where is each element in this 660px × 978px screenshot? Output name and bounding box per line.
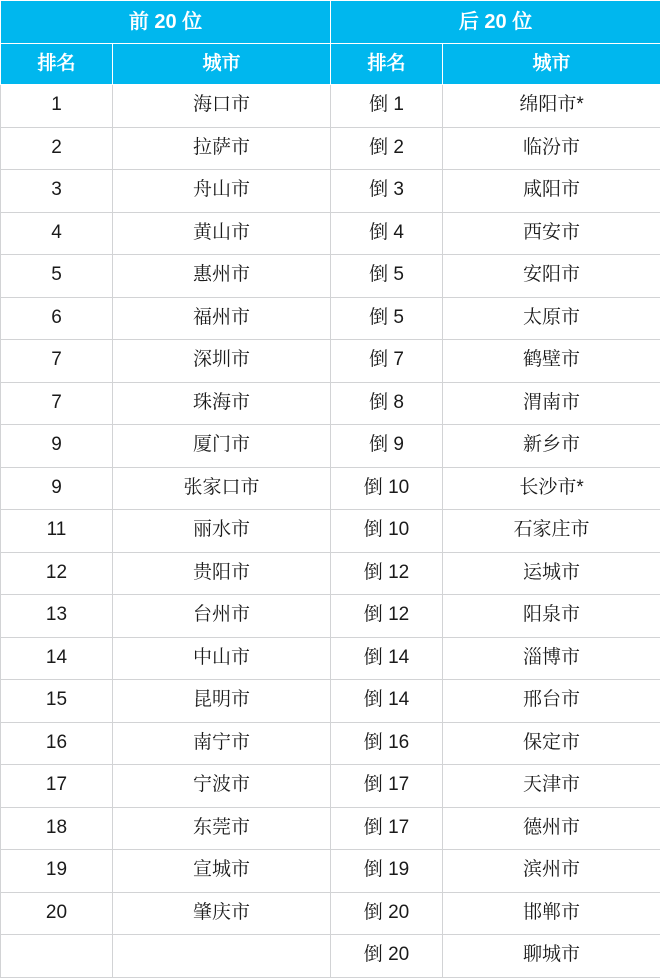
cell-city-bottom [443, 552, 660, 595]
cell-city-top [113, 807, 331, 850]
rank-bottom-value: 倒 5 [331, 308, 442, 329]
rank-bottom-value: 倒 20 [331, 903, 442, 924]
cell-rank-top [1, 212, 113, 255]
rank-top-value: 11 [1, 520, 112, 541]
rank-top-value: 14 [1, 648, 112, 669]
rank-top-value: 7 [1, 393, 112, 414]
cell-rank-top [1, 382, 113, 425]
cell-rank-bottom [331, 85, 443, 128]
cell-rank-bottom [331, 807, 443, 850]
rank-bottom-value: 倒 10 [331, 478, 442, 499]
cell-rank-top [1, 467, 113, 510]
cell-city-top [113, 297, 331, 340]
table-row [1, 340, 660, 383]
rank-top-value: 4 [1, 223, 112, 244]
city-bottom-value: 西安市 [443, 223, 660, 244]
city-bottom-value: 绵阳市* [443, 95, 660, 116]
cell-city-bottom [443, 637, 660, 680]
city-top-value: 舟山市 [113, 180, 330, 201]
cell-city-top-empty [113, 935, 331, 978]
rank-bottom-value: 倒 1 [331, 95, 442, 116]
city-bottom-value: 淄博市 [443, 648, 660, 669]
cell-rank-bottom [331, 765, 443, 808]
rank-top-value: 20 [1, 903, 112, 924]
city-top-value: 拉萨市 [113, 138, 330, 159]
cell-city-bottom [443, 425, 660, 468]
city-top-value: 肇庆市 [113, 903, 330, 924]
cell-rank-top [1, 765, 113, 808]
city-top-value: 惠州市 [113, 265, 330, 286]
cell-city-bottom [443, 212, 660, 255]
rank-top-value: 19 [1, 860, 112, 881]
cell-city-bottom [443, 935, 660, 978]
cell-rank-bottom [331, 722, 443, 765]
table-row [1, 765, 660, 808]
column-header-city-top [113, 44, 331, 85]
city-top-value: 贵阳市 [113, 563, 330, 584]
cell-city-bottom [443, 170, 660, 213]
cell-city-top [113, 680, 331, 723]
cell-rank-bottom [331, 382, 443, 425]
city-bottom-value: 咸阳市 [443, 180, 660, 201]
city-bottom-value: 新乡市 [443, 435, 660, 456]
rank-top-value: 9 [1, 435, 112, 456]
rank-top-value: 5 [1, 265, 112, 286]
cell-rank-bottom [331, 892, 443, 935]
cell-city-top [113, 892, 331, 935]
table-row [1, 510, 660, 553]
rank-bottom-value: 倒 4 [331, 223, 442, 244]
rank-top-value: 2 [1, 138, 112, 159]
cell-rank-top [1, 595, 113, 638]
rank-bottom-value: 倒 12 [331, 563, 442, 584]
city-bottom-value: 聊城市 [443, 945, 660, 966]
cell-rank-top [1, 680, 113, 723]
cell-rank-top [1, 807, 113, 850]
rank-top-value: 9 [1, 478, 112, 499]
rank-bottom-value: 倒 20 [331, 945, 442, 966]
rank-bottom-value: 倒 2 [331, 138, 442, 159]
rank-bottom-value: 倒 12 [331, 605, 442, 626]
city-bottom-value: 德州市 [443, 818, 660, 839]
cell-rank-bottom [331, 297, 443, 340]
city-bottom-value: 保定市 [443, 733, 660, 754]
city-bottom-value: 运城市 [443, 563, 660, 584]
cell-rank-top [1, 510, 113, 553]
cell-rank-top [1, 85, 113, 128]
table-row [1, 85, 660, 128]
table-row [1, 212, 660, 255]
column-header-city-top-label: 城市 [113, 54, 330, 75]
rank-top-value: 13 [1, 605, 112, 626]
cell-rank-bottom [331, 425, 443, 468]
cell-city-bottom [443, 765, 660, 808]
cell-city-top [113, 552, 331, 595]
cell-city-top [113, 382, 331, 425]
cell-city-bottom [443, 467, 660, 510]
column-header-rank-top [1, 44, 113, 85]
rank-top-value: 6 [1, 308, 112, 329]
cell-city-bottom [443, 127, 660, 170]
cell-city-top [113, 637, 331, 680]
cell-city-top [113, 850, 331, 893]
rank-top-value: 16 [1, 733, 112, 754]
table-row [1, 127, 660, 170]
rank-bottom-value: 倒 19 [331, 860, 442, 881]
rank-bottom-value: 倒 14 [331, 690, 442, 711]
table-row [1, 425, 660, 468]
city-bottom-value: 渭南市 [443, 393, 660, 414]
cell-city-top [113, 467, 331, 510]
cell-city-bottom [443, 340, 660, 383]
city-top-value: 厦门市 [113, 435, 330, 456]
city-bottom-value: 鹤壁市 [443, 350, 660, 371]
cell-city-bottom [443, 297, 660, 340]
cell-rank-top [1, 297, 113, 340]
group-header-top20-label: 前 20 位 [1, 11, 330, 33]
cell-city-bottom [443, 850, 660, 893]
table-body [1, 1, 660, 978]
cell-rank-bottom [331, 595, 443, 638]
city-bottom-value: 临汾市 [443, 138, 660, 159]
cell-city-top [113, 212, 331, 255]
group-header-bottom20-label: 后 20 位 [331, 11, 660, 33]
rank-top-value: 3 [1, 180, 112, 201]
cell-city-bottom [443, 680, 660, 723]
table-row [1, 637, 660, 680]
cell-city-bottom [443, 892, 660, 935]
cell-rank-bottom [331, 850, 443, 893]
city-bottom-value: 安阳市 [443, 265, 660, 286]
cell-rank-top [1, 127, 113, 170]
table-row [1, 850, 660, 893]
rank-bottom-value: 倒 16 [331, 733, 442, 754]
rank-top-value: 7 [1, 350, 112, 371]
cell-rank-top [1, 850, 113, 893]
cell-city-top [113, 127, 331, 170]
city-top-value: 黄山市 [113, 223, 330, 244]
cell-rank-top [1, 255, 113, 298]
city-top-value: 张家口市 [113, 478, 330, 499]
column-header-row [1, 44, 660, 85]
cell-rank-bottom [331, 680, 443, 723]
cell-rank-bottom [331, 467, 443, 510]
cell-rank-top [1, 340, 113, 383]
cell-city-top [113, 255, 331, 298]
cell-city-top [113, 170, 331, 213]
city-bottom-value: 天津市 [443, 775, 660, 796]
city-top-value: 丽水市 [113, 520, 330, 541]
cell-rank-bottom [331, 127, 443, 170]
rank-top-value: 12 [1, 563, 112, 584]
city-top-value: 南宁市 [113, 733, 330, 754]
table-row [1, 382, 660, 425]
city-top-value: 海口市 [113, 95, 330, 116]
rank-top-value: 18 [1, 818, 112, 839]
city-top-value: 台州市 [113, 605, 330, 626]
table-row [1, 892, 660, 935]
cell-rank-top [1, 170, 113, 213]
city-bottom-value: 邯郸市 [443, 903, 660, 924]
rank-top-value: 15 [1, 690, 112, 711]
column-header-rank-top-label: 排名 [1, 54, 112, 75]
cell-rank-top [1, 425, 113, 468]
cell-rank-bottom [331, 255, 443, 298]
rank-bottom-value: 倒 5 [331, 265, 442, 286]
cell-rank-top [1, 637, 113, 680]
cell-rank-bottom [331, 637, 443, 680]
table-row [1, 935, 660, 978]
city-top-value: 东莞市 [113, 818, 330, 839]
cell-city-bottom [443, 255, 660, 298]
rank-bottom-value: 倒 14 [331, 648, 442, 669]
cell-city-bottom [443, 807, 660, 850]
cell-city-top [113, 595, 331, 638]
city-bottom-value: 石家庄市 [443, 520, 660, 541]
cell-city-top [113, 722, 331, 765]
cell-rank-bottom [331, 212, 443, 255]
table-row [1, 680, 660, 723]
rank-bottom-value: 倒 8 [331, 393, 442, 414]
cell-city-top [113, 765, 331, 808]
cell-rank-top-empty [1, 935, 113, 978]
table-row [1, 297, 660, 340]
city-top-value: 深圳市 [113, 350, 330, 371]
rank-top-value: 1 [1, 95, 112, 116]
city-bottom-value: 邢台市 [443, 690, 660, 711]
table-row [1, 170, 660, 213]
cell-city-bottom [443, 382, 660, 425]
table-row [1, 595, 660, 638]
cell-rank-top [1, 722, 113, 765]
cell-city-bottom [443, 85, 660, 128]
column-header-city-bottom-label: 城市 [443, 54, 660, 75]
rank-bottom-value: 倒 3 [331, 180, 442, 201]
cell-rank-bottom [331, 552, 443, 595]
column-header-city-bottom [443, 44, 660, 85]
cell-city-top [113, 425, 331, 468]
city-top-value: 珠海市 [113, 393, 330, 414]
rank-bottom-value: 倒 17 [331, 818, 442, 839]
city-bottom-value: 滨州市 [443, 860, 660, 881]
rank-bottom-value: 倒 17 [331, 775, 442, 796]
cell-rank-top [1, 892, 113, 935]
cell-rank-bottom [331, 935, 443, 978]
cell-city-top [113, 85, 331, 128]
city-top-value: 中山市 [113, 648, 330, 669]
cell-rank-bottom [331, 340, 443, 383]
table-row [1, 255, 660, 298]
city-bottom-value: 太原市 [443, 308, 660, 329]
cell-rank-top [1, 552, 113, 595]
rank-bottom-value: 倒 7 [331, 350, 442, 371]
column-header-rank-bottom-label: 排名 [331, 54, 442, 75]
city-bottom-value: 阳泉市 [443, 605, 660, 626]
table-row [1, 807, 660, 850]
cell-city-top [113, 510, 331, 553]
cell-rank-bottom [331, 170, 443, 213]
group-header-top20 [1, 1, 331, 44]
city-top-value: 宣城市 [113, 860, 330, 881]
rank-top-value: 17 [1, 775, 112, 796]
city-bottom-value: 长沙市* [443, 478, 660, 499]
cell-city-bottom [443, 510, 660, 553]
table-row [1, 552, 660, 595]
city-top-value: 福州市 [113, 308, 330, 329]
cell-rank-bottom [331, 510, 443, 553]
table-row [1, 467, 660, 510]
column-header-rank-bottom [331, 44, 443, 85]
table-row [1, 722, 660, 765]
city-top-value: 昆明市 [113, 690, 330, 711]
cell-city-bottom [443, 722, 660, 765]
group-header-bottom20 [331, 1, 660, 44]
group-header-row [1, 1, 660, 44]
city-top-value: 宁波市 [113, 775, 330, 796]
cell-city-bottom [443, 595, 660, 638]
rank-bottom-value: 倒 9 [331, 435, 442, 456]
cell-city-top [113, 340, 331, 383]
rank-bottom-value: 倒 10 [331, 520, 442, 541]
